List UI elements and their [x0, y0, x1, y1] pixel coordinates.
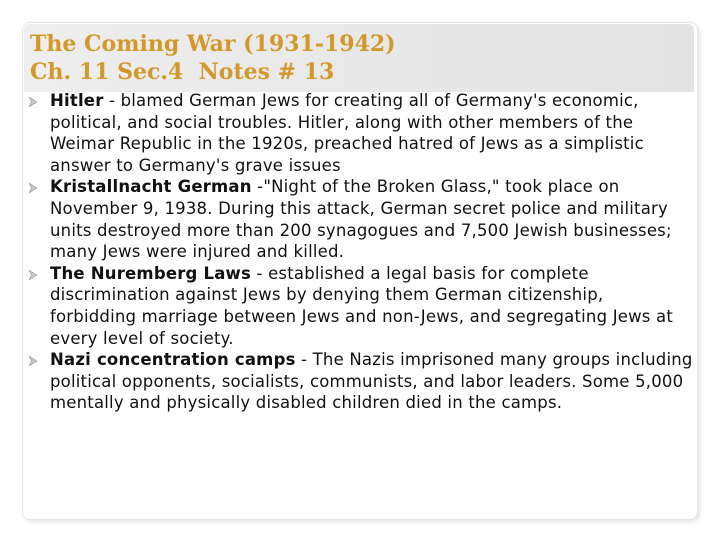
term-kristallnacht: Kristallnacht German [50, 177, 252, 197]
term-concentration-camps: Nazi concentration camps [50, 350, 296, 370]
bullet-text: - The Nazis imprisoned many groups including political opponents, socialists, communists, and labor leaders. Some 5,000 mentally and physically disabled children died in the camps. [50, 350, 693, 413]
bullet-text: -"Night of the Broken Glass," took place on November 9, 1938. During this attack, German secret police and military units destroyed more than 200 synagogues and 7,500 Jewish businesses; many Jews were injured and killed. [50, 177, 672, 262]
bullet-text: - established a legal basis for complete discrimination against Jews by denying them German citizenship, forbidding marriage between Jews and non-Jews, and segregating Jews at every level of society. [50, 263, 674, 348]
notes-list [28, 90, 694, 414]
bullet-text: - blamed German Jews for creating all of Germany's economic, political, and social troubles. Hitler, along with other members of the Weimar Republic in the 1920s, preached hatred of Jews as a simplistic answer to Germany's grave issues [50, 91, 644, 175]
arrowhead-bullet-icon [28, 356, 38, 366]
arrowhead-bullet-icon [28, 183, 38, 193]
list-item [28, 90, 694, 176]
term-hitler: Hitler [50, 91, 104, 110]
list-item [28, 349, 694, 414]
title-line-1: The Coming War (1931-1942) [30, 31, 396, 57]
term-nuremberg-laws: The Nuremberg Laws [50, 263, 252, 283]
title-line-2: Ch. 11 Sec.4 Notes # 13 [30, 59, 335, 85]
list-item [28, 263, 694, 349]
slide-title [30, 30, 396, 86]
arrowhead-bullet-icon [28, 97, 38, 107]
list-item [28, 176, 694, 262]
arrowhead-bullet-icon [28, 270, 38, 280]
